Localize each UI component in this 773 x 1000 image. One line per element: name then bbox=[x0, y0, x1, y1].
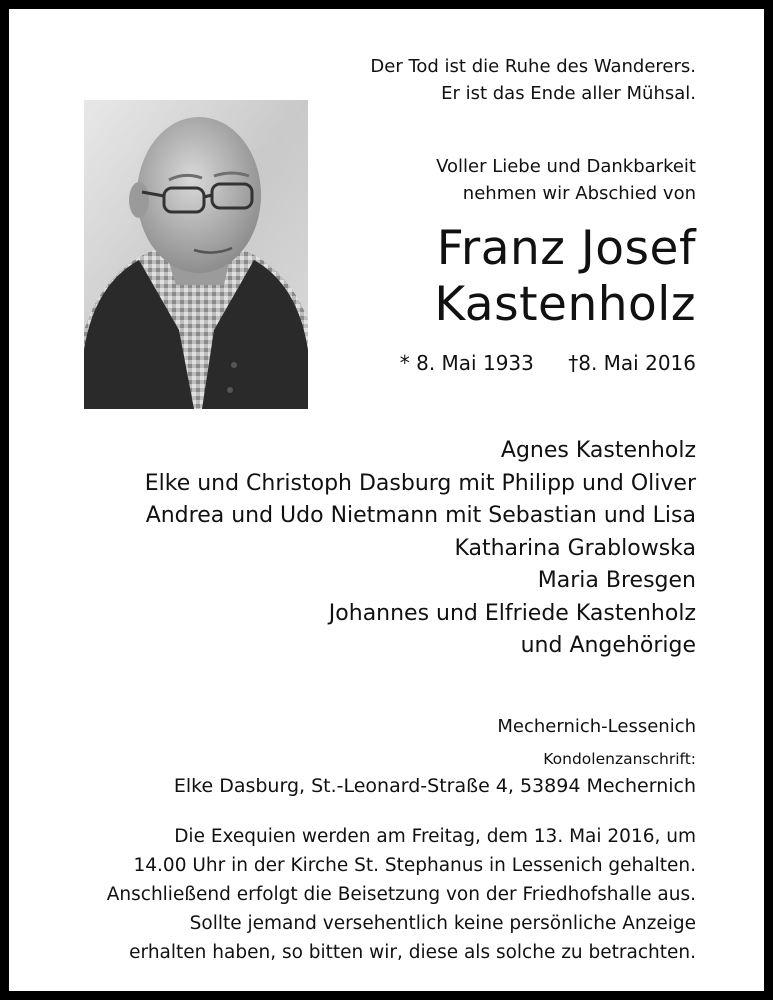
mourner-line: Johannes und Elfriede Kastenholz bbox=[328, 600, 696, 626]
intro-text bbox=[436, 153, 696, 207]
deceased-last-name: Kastenholz bbox=[434, 277, 696, 332]
portrait-photo bbox=[84, 100, 308, 409]
location: Mechernich-Lessenich bbox=[497, 716, 696, 737]
motto-line: Er ist das Ende aller Mühsal. bbox=[441, 83, 696, 104]
mourner-line: Maria Bresgen bbox=[537, 568, 696, 593]
funeral-notice bbox=[107, 822, 696, 967]
notice-line: Die Exequien werden am Freitag, dem 13. Mai 2016, um bbox=[174, 826, 696, 847]
mourner-line: und Angehörige bbox=[520, 633, 696, 658]
intro-line: Voller Liebe und Dankbarkeit bbox=[436, 156, 696, 177]
mourner-line: Katharina Grablowska bbox=[454, 535, 696, 561]
death-date-group bbox=[568, 349, 696, 377]
portrait-image bbox=[84, 100, 308, 409]
notice-line: Sollte jemand versehentlich keine persönliche Anzeige bbox=[189, 913, 696, 934]
motto-quote bbox=[370, 53, 696, 107]
deceased-first-name: Franz Josef bbox=[436, 221, 696, 276]
notice-line: 14.00 Uhr in der Kirche St. Stephanus in Lessenich gehalten. bbox=[133, 855, 696, 876]
mourners-list bbox=[145, 435, 696, 663]
mourner-line: Elke und Christoph Dasburg mit Philipp und Oliver bbox=[144, 470, 696, 496]
notice-line: erhalten haben, so bitten wir, diese als solche zu betrachten. bbox=[129, 942, 696, 963]
mourner-line: Andrea und Udo Nietmann mit Sebastian und Lisa bbox=[145, 503, 696, 528]
motto-line: Der Tod ist die Ruhe des Wanderers. bbox=[370, 56, 696, 77]
death-date: 8. Mai 2016 bbox=[578, 351, 696, 375]
intro-line: nehmen wir Abschied von bbox=[462, 183, 696, 204]
birth-date-group bbox=[400, 349, 534, 377]
condolence-label: Kondolenzanschrift: bbox=[543, 750, 696, 768]
notice-line: Anschließend erfolgt die Beisetzung von der Friedhofshalle aus. bbox=[106, 884, 696, 905]
birth-date: 8. Mai 1933 bbox=[416, 351, 534, 375]
death-cross-icon: † bbox=[568, 351, 579, 375]
life-dates bbox=[400, 349, 696, 377]
birth-star-icon: * bbox=[399, 351, 410, 375]
deceased-name bbox=[434, 221, 696, 333]
condolence-address: Elke Dasburg, St.-Leonard-Straße 4, 53894 Mechernich bbox=[173, 775, 696, 797]
mourner-line: Agnes Kastenholz bbox=[500, 438, 696, 463]
